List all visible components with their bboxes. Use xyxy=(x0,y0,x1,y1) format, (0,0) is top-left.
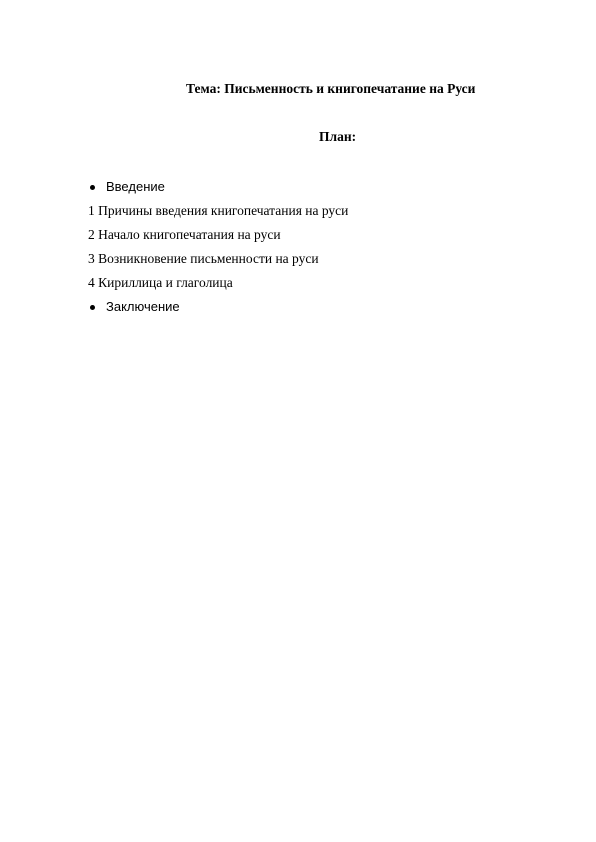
list-item-bullet-conclusion xyxy=(88,298,180,316)
list-item-bullet-introduction xyxy=(88,178,165,196)
bullet-icon xyxy=(90,305,95,310)
plan-heading: План: xyxy=(319,129,357,144)
list-item-text: Введение xyxy=(106,179,165,194)
list-item-numbered-2: 2 Начало книгопечатания на руси xyxy=(88,227,281,242)
list-item-numbered-3: 3 Возникновение письменности на руси xyxy=(88,251,319,266)
document-title: Тема: Письменность и книгопечатание на Руси xyxy=(186,81,476,96)
list-item-numbered-4: 4 Кириллица и глаголица xyxy=(88,275,233,290)
list-item-numbered-1: 1 Причины введения книгопечатания на руси xyxy=(88,203,349,218)
list-item-text: Заключение xyxy=(106,299,180,314)
bullet-icon xyxy=(90,185,95,190)
title-block xyxy=(0,80,596,98)
